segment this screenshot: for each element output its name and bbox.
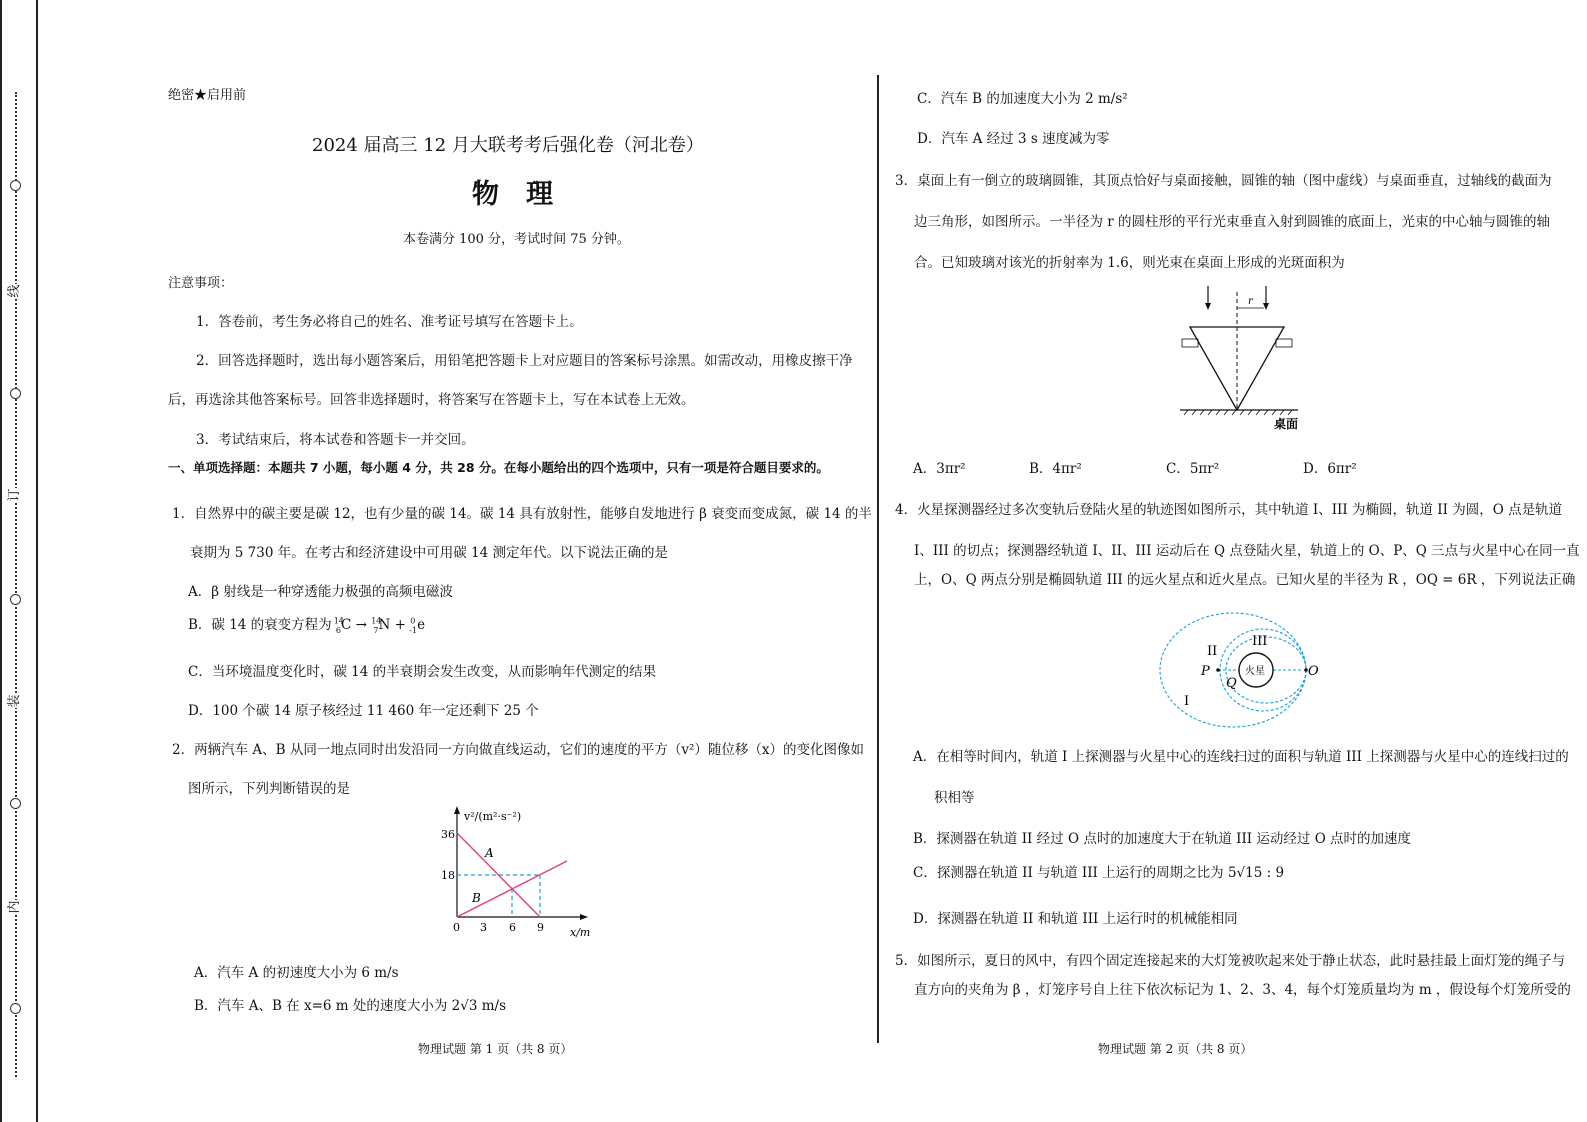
radius-label: r bbox=[1248, 296, 1253, 307]
decay-equation: $^{14}_6$C → $^{14}_7$N + $^0_{-1}$e bbox=[333, 616, 426, 635]
option-b bbox=[188, 613, 425, 635]
label-III: III bbox=[1252, 634, 1268, 649]
question-2-stem: 图所示，下列判断错误的是 bbox=[188, 781, 350, 797]
option-c: C．汽车 B 的加速度大小为 2 m/s² bbox=[917, 91, 1128, 107]
page-footer: 物理试题 第 2 页（共 8 页） bbox=[1098, 1042, 1253, 1056]
binding-hole bbox=[10, 798, 21, 809]
x-tick-0: 0 bbox=[453, 921, 460, 934]
x-tick-9: 9 bbox=[537, 921, 544, 934]
binding-char: 内 bbox=[7, 900, 22, 914]
option-a: A．汽车 A 的初速度大小为 6 m/s bbox=[194, 965, 399, 981]
light-ray-arrow bbox=[1205, 303, 1211, 310]
binding-char: 线 bbox=[7, 284, 22, 298]
option-c: C．5πr² bbox=[1166, 461, 1220, 477]
option-a: A．3πr² bbox=[913, 461, 966, 477]
y-tick-18: 18 bbox=[441, 869, 455, 882]
question-3-stem: 边三角形，如图所示。一半径为 r 的圆柱形的平行光束垂直入射到圆锥的底面上，光束的中心轴与圆锥的轴 bbox=[914, 214, 1551, 230]
line-B bbox=[457, 861, 567, 917]
question-1-stem: 1．自然界中的碳主要是碳 12，也有少量的碳 14。碳 14 具有放射性，能够自发地进行 β 衰变而变成氮，碳 14 的半 bbox=[172, 506, 872, 522]
option-a: A．在相等时间内，轨道 I 上探测器与火星中心的连线扫过的面积与轨道 III 上探测器与火星中心的连线扫过的 bbox=[913, 749, 1569, 765]
label-B: B bbox=[472, 891, 481, 905]
x-tick-3: 3 bbox=[480, 921, 487, 934]
notice-item: 2．回答选择题时，选出每小题答案后，用铅笔把答题卡上对应题目的答案标号涂黑。如需改动，用橡皮擦干净 bbox=[196, 353, 853, 369]
question-1-stem: 衰期为 5 730 年。在考古和经济建设中可用碳 14 测定年代。以下说法正确的是 bbox=[190, 545, 668, 561]
section-heading: 一、单项选择题：本题共 7 小题，每小题 4 分，共 28 分。在每小题给出的四个选项中，只有一项是符合题目要求的。 bbox=[168, 460, 829, 475]
label-P: P bbox=[1201, 664, 1210, 679]
option-d: D．100 个碳 14 原子核经过 11 460 年一定还剩下 25 个 bbox=[188, 703, 539, 719]
support-left bbox=[1182, 339, 1198, 347]
mars-label: 火星 bbox=[1245, 666, 1265, 677]
question-4-stem: 上，O、Q 两点分别是椭圆轨道 III 的远火星点和近火星点。已知火星的半径为 R ，OQ = 6R ，下列说法正确 bbox=[914, 572, 1576, 588]
label-O: O bbox=[1308, 664, 1319, 679]
option-b: B．4πr² bbox=[1029, 461, 1082, 477]
option-c: C．当环境温度变化时，碳 14 的半衰期会发生改变，从而影响年代测定的结果 bbox=[188, 664, 657, 680]
subject-title: 物 理 bbox=[472, 179, 553, 210]
notice-item: 1．答卷前，考生务必将自己的姓名、准考证号填写在答题卡上。 bbox=[196, 314, 583, 330]
binding-hole bbox=[10, 388, 21, 399]
notice-title: 注意事项： bbox=[168, 276, 234, 291]
notice-item: 3．考试结束后，将本试卷和答题卡一并交回。 bbox=[196, 432, 475, 448]
x-tick-6: 6 bbox=[509, 921, 516, 934]
question-5-stem: 5．如图所示，夏日的风中，有四个固定连接起来的大灯笼被吹起来处于静止状态，此时悬挂最上面灯笼的绳子与 bbox=[895, 953, 1566, 969]
option-a-cont: 积相等 bbox=[934, 790, 975, 806]
notice-item: 后，再选涂其他答案标号。回答非选择题时，将答案写在答题卡上，写在本试卷上无效。 bbox=[168, 392, 695, 408]
question-3-stem: 3．桌面上有一倒立的玻璃圆锥，其顶点恰好与桌面接触，圆锥的轴（图中虚线）与桌面垂直，过轴线的截面为 bbox=[895, 173, 1552, 189]
label-I: I bbox=[1184, 694, 1190, 709]
v2-x-graph bbox=[430, 800, 600, 945]
label-II: II bbox=[1207, 644, 1218, 659]
x-axis-label: x/m bbox=[570, 926, 591, 939]
page-footer: 物理试题 第 1 页（共 8 页） bbox=[418, 1042, 573, 1056]
option-a: A．β 射线是一种穿透能力极强的高频电磁波 bbox=[188, 584, 453, 600]
desk-hatch bbox=[1184, 410, 1292, 415]
label-A: A bbox=[485, 846, 494, 860]
question-4-stem: I、III 的切点；探测器经轨道 I、II、III 运动后在 Q 点登陆火星，轨道上的 O、P、Q 三点与火星中心在同一直 bbox=[914, 543, 1580, 559]
cone-diagram bbox=[1170, 282, 1310, 437]
desk-label: 桌面 bbox=[1274, 417, 1299, 431]
y-axis-arrow bbox=[454, 806, 460, 814]
confidential-mark: 绝密★启用前 bbox=[168, 88, 247, 103]
label-Q: Q bbox=[1226, 676, 1237, 691]
binding-dotted-line bbox=[15, 92, 17, 1077]
question-4-stem: 4．火星探测器经过多次变轨后登陆火星的轨迹图如图所示，其中轨道 I、III 为椭圆，轨道 II 为圆，O 点是轨道 bbox=[895, 502, 1563, 518]
question-2-stem: 2．两辆汽车 A、B 从同一地点同时出发沿同一方向做直线运动，它们的速度的平方（v²）随位移（x）的变化图像如 bbox=[172, 742, 864, 758]
point-P bbox=[1216, 668, 1220, 672]
option-c: C．探测器在轨道 II 与轨道 III 上运行的周期之比为 5√15 : 9 bbox=[913, 865, 1285, 881]
binding-char: 订 bbox=[7, 488, 22, 502]
binding-char: 装 bbox=[7, 694, 22, 708]
support-right bbox=[1276, 339, 1292, 347]
option-d: D．6πr² bbox=[1303, 461, 1357, 477]
binding-margin bbox=[0, 0, 38, 1122]
option-b: B．汽车 A、B 在 x=6 m 处的速度大小为 2√3 m/s bbox=[194, 998, 507, 1014]
orbit-diagram bbox=[1150, 605, 1330, 735]
y-tick-36: 36 bbox=[441, 828, 455, 841]
option-text: B．碳 14 的衰变方程为 bbox=[188, 617, 332, 633]
binding-hole bbox=[10, 594, 21, 605]
light-ray-arrow bbox=[1263, 303, 1269, 310]
y-axis-label: v²/(m²·s⁻²) bbox=[464, 810, 522, 823]
question-3-stem: 合。已知玻璃对该光的折射率为 1.6，则光束在桌面上形成的光斑面积为 bbox=[914, 255, 1345, 271]
option-b: B．探测器在轨道 II 经过 O 点时的加速度大于在轨道 III 运动经过 O 点时的加速度 bbox=[913, 831, 1412, 847]
binding-hole bbox=[10, 1003, 21, 1014]
question-5-stem: 直方向的夹角为 β ，灯笼序号自上往下依次标记为 1、2、3、4，每个灯笼质量均为 m ，假设每个灯笼所受的 bbox=[914, 982, 1571, 998]
binding-hole bbox=[10, 180, 21, 191]
score-info: 本卷满分 100 分，考试时间 75 分钟。 bbox=[403, 232, 630, 247]
exam-title: 2024 届高三 12 月大联考考后强化卷（河北卷） bbox=[312, 135, 704, 156]
column-divider bbox=[877, 75, 879, 1043]
option-d: D．汽车 A 经过 3 s 速度减为零 bbox=[917, 131, 1110, 147]
option-d: D．探测器在轨道 II 和轨道 III 上运行时的机械能相同 bbox=[913, 911, 1238, 927]
x-axis-arrow bbox=[580, 914, 588, 920]
